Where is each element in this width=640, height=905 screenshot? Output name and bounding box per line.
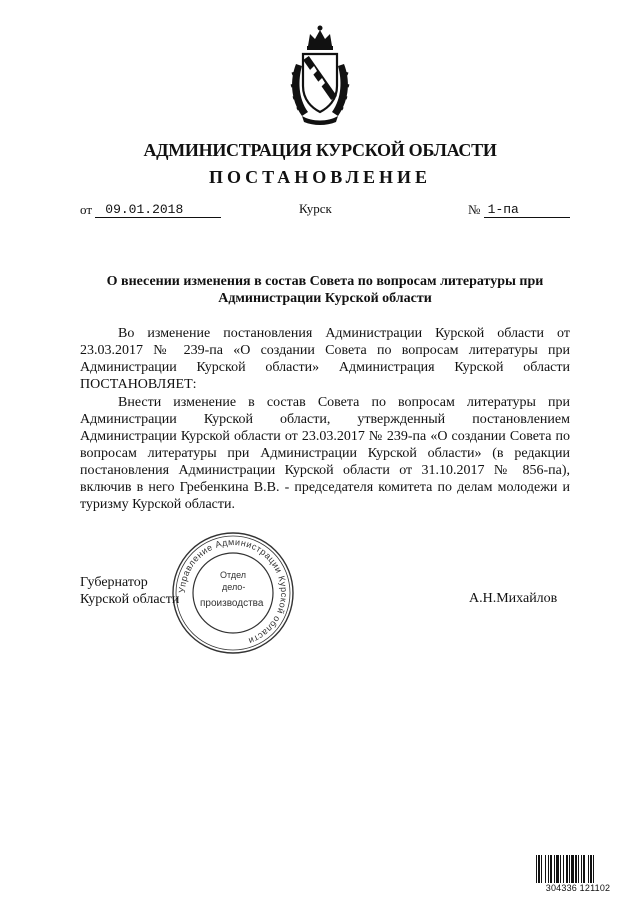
coat-of-arms-emblem xyxy=(288,24,352,128)
number-prefix: № xyxy=(468,202,481,217)
stamp-center-line3: производства xyxy=(200,598,264,609)
document-city: Курск xyxy=(299,201,332,216)
agency-name: АДМИНИСТРАЦИЯ КУРСКОЙ ОБЛАСТИ xyxy=(143,140,497,160)
stamp-ring-text: Управление Администрации Курской области xyxy=(176,536,290,647)
resolution-paragraph: Внести изменение в состав Совета по вопросам литературы при Администрации Курской области, утвержденный постановлением Администрации Курской области от 23.03.2017 № 239-па «О создании Совета по вопросам литературы при Администрации Курской области» (в редакции постановления Администрации Курской области от 31.10.2017 № 856-па), включив в него Гребенкина В.В. - председателя комитета по делам молодежи и туризму Курской области. xyxy=(80,395,570,512)
signatory-title-line2: Курской области xyxy=(80,592,180,607)
stamp-center-line2: дело- xyxy=(222,582,246,592)
document-date-line xyxy=(80,201,221,218)
stamp-center-line1: Отдел xyxy=(220,570,247,580)
document-number-line xyxy=(468,201,570,218)
document-number: 1-па xyxy=(487,202,519,217)
document-type: ПОСТАНОВЛЕНИЕ xyxy=(208,167,432,187)
number-field xyxy=(484,201,570,218)
office-stamp xyxy=(170,530,296,656)
signatory-name: А.Н.Михайлов xyxy=(469,591,558,606)
document-date: 09.01.2018 xyxy=(105,202,184,217)
signatory-title xyxy=(80,574,179,608)
barcode-number: 304336 121102 xyxy=(535,883,621,893)
date-field xyxy=(95,201,221,218)
preamble-paragraph: Во изменение постановления Администрации Курской области от 23.03.2017 № 239-па «О создании Совета по вопросам литературы при Администрации Курской области» Администрация Курской области ПОСТАНОВЛЯЕТ: xyxy=(80,326,570,392)
date-prefix: от xyxy=(80,202,93,217)
signatory-title-line1: Губернатор xyxy=(80,575,148,590)
document-subject: О внесении изменения в состав Совета по вопросам литературы при Администрации Курской области xyxy=(106,274,544,306)
